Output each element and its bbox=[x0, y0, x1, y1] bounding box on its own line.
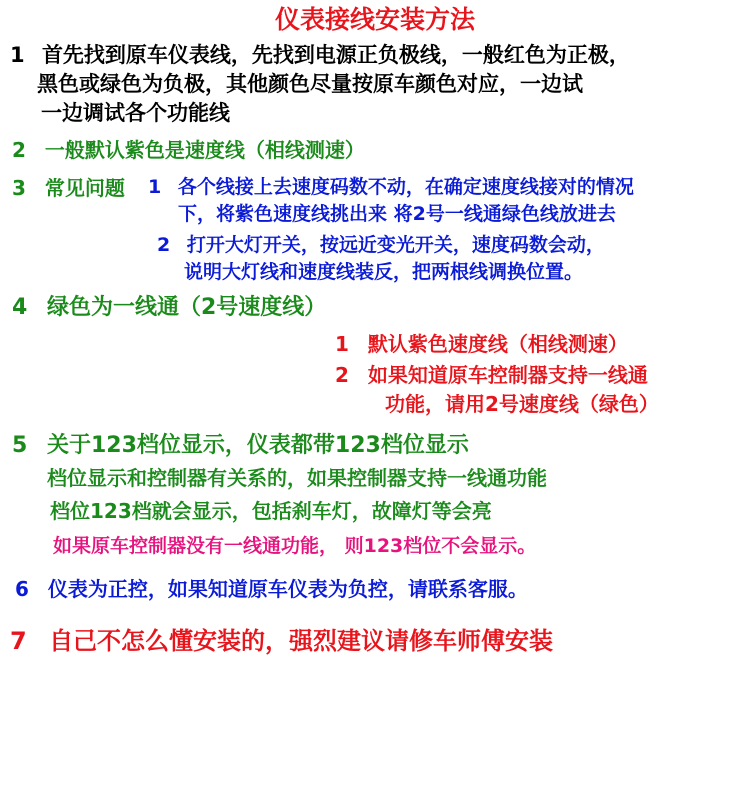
section-4-item-2-number: 2 bbox=[335, 363, 349, 387]
section-3-item-1-text-2: 下，将紫色速度线挑出来 将2号一线通绿色线放进去 bbox=[178, 203, 616, 225]
section-3-item-2-text-2: 说明大灯线和速度线装反，把两根线调换位置。 bbox=[184, 261, 584, 283]
section-2-number: 2 bbox=[12, 138, 26, 162]
section-3-item-1-line-1 bbox=[148, 178, 634, 197]
section-4-item-1-text: 默认紫色速度线（相线测速） bbox=[367, 332, 628, 356]
section-7-line bbox=[10, 629, 553, 653]
section-2-line bbox=[12, 140, 365, 160]
section-5-line bbox=[12, 435, 469, 457]
section-1-line-1 bbox=[10, 45, 630, 66]
section-5-number: 5 bbox=[12, 433, 28, 458]
section-3-item-2-number: 2 bbox=[157, 234, 171, 256]
section-3-heading-text: 常见问题 bbox=[44, 176, 125, 200]
section-2-text: 一般默认紫色是速度线（相线测速） bbox=[44, 138, 365, 162]
section-5-note: 如果原车控制器没有一线通功能， 则123档位不会显示。 bbox=[53, 535, 537, 557]
section-1-text-2: 黑色或绿色为负极，其他颜色尽量按原车颜色对应，一边试 bbox=[37, 72, 583, 96]
section-5-detail-2: 档位123档就会显示，包括刹车灯，故障灯等会亮 bbox=[50, 499, 492, 523]
section-6-number: 6 bbox=[15, 577, 29, 601]
section-4-item-2-text-1: 如果知道原车控制器支持一线通 bbox=[367, 363, 648, 387]
section-3-item-1-text-1: 各个线接上去速度码数不动，在确定速度线接对的情况 bbox=[177, 176, 634, 198]
section-3-item-2-line-1 bbox=[157, 236, 605, 255]
section-1-text-1: 首先找到原车仪表线，先找到电源正负极线，一般红色为正极， bbox=[41, 43, 630, 67]
section-4-item-2-text-2: 功能，请用2号速度线（绿色） bbox=[385, 392, 659, 416]
section-4-text: 绿色为一线通（2号速度线） bbox=[46, 295, 327, 320]
section-4-item-1-number: 1 bbox=[335, 332, 349, 356]
section-3-item-1-number: 1 bbox=[148, 176, 162, 198]
section-3-item-2-text-1: 打开大灯开关，按远近变光开关，速度码数会动， bbox=[186, 234, 605, 256]
section-4-item-1-line bbox=[335, 334, 628, 354]
section-5-detail-1: 档位显示和控制器有关系的，如果控制器支持一线通功能 bbox=[47, 466, 547, 490]
section-4-line bbox=[12, 297, 326, 319]
section-5-text: 关于123档位显示，仪表都带123档位显示 bbox=[46, 433, 469, 458]
section-3-heading bbox=[12, 178, 125, 198]
section-6-text: 仪表为正控，如果知道原车仪表为负控，请联系客服。 bbox=[47, 577, 528, 601]
section-6-line bbox=[15, 579, 528, 599]
page-title: 仪表接线安装方法 bbox=[274, 5, 475, 34]
section-4-number: 4 bbox=[12, 295, 28, 320]
section-1-number: 1 bbox=[10, 43, 25, 67]
section-7-text: 自己不怎么懂安装的，强烈建议请修车师傅安装 bbox=[49, 627, 554, 655]
section-1-text-3: 一边调试各个功能线 bbox=[41, 101, 230, 125]
section-4-item-2-line-1 bbox=[335, 365, 648, 385]
section-3-number: 3 bbox=[12, 176, 26, 200]
section-7-number: 7 bbox=[10, 627, 27, 655]
